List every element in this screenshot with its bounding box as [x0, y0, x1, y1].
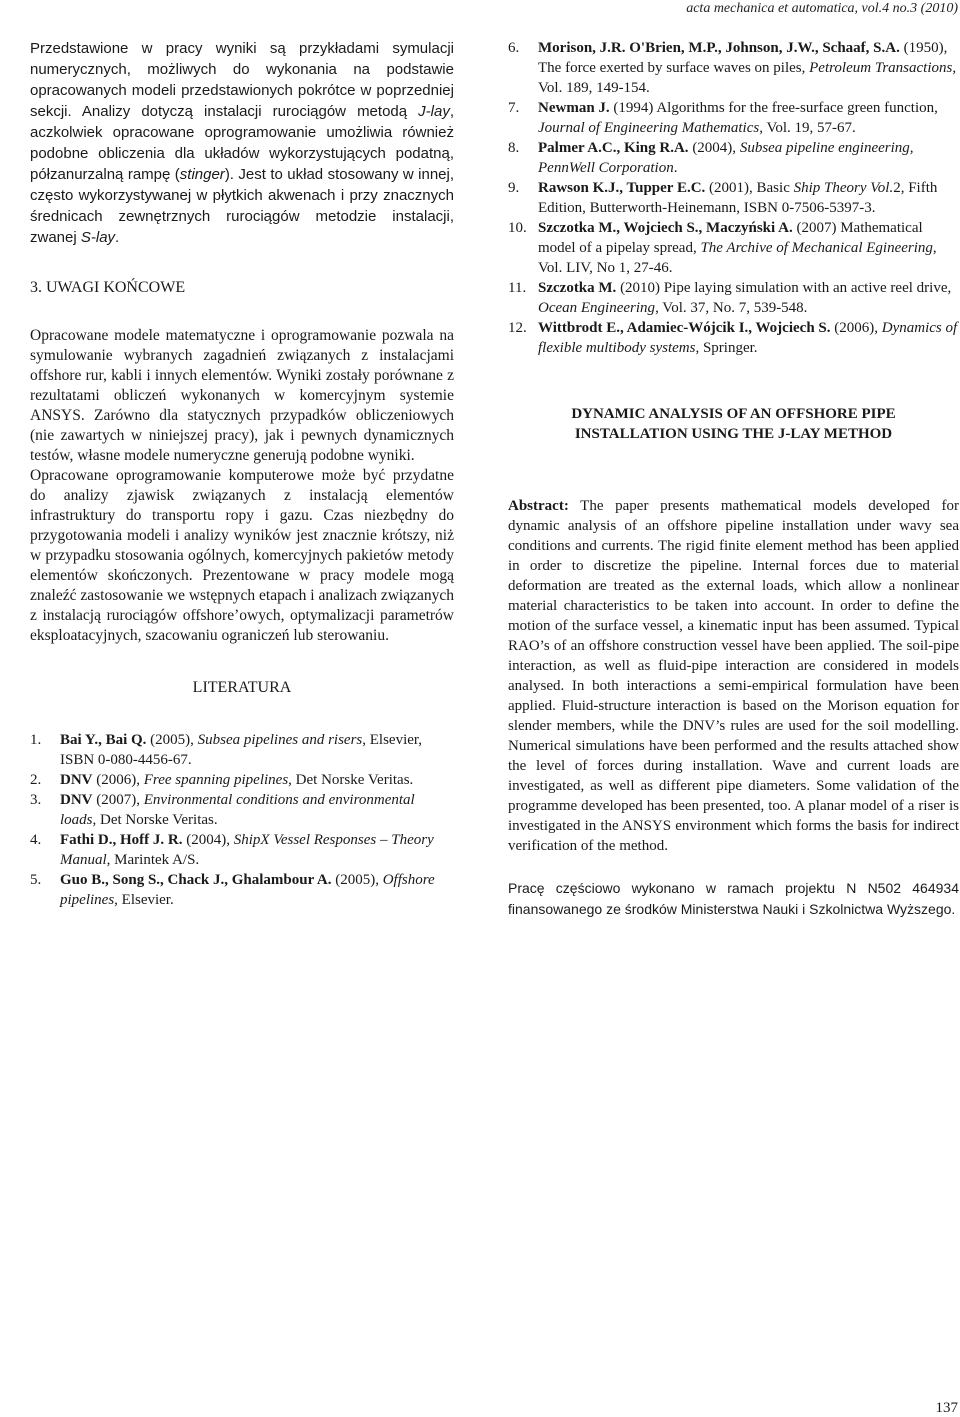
- reference-item: [508, 318, 959, 358]
- reference-title: Offshore pipelines: [60, 872, 435, 908]
- reference-number: 7.: [508, 100, 520, 116]
- reference-authors: Szczotka M., Wojciech S., Maczyński A.: [538, 220, 793, 236]
- reference-title: The Archive of Mechanical Egineering: [700, 240, 933, 256]
- reference-number: 1.: [30, 732, 42, 748]
- reference-list-left: [30, 730, 454, 910]
- intro-text-d: .: [115, 229, 120, 246]
- reference-text: , Vol. 189, 149-154.: [538, 60, 957, 96]
- reference-title: ShipX Vessel Responses – Theory Manual: [60, 832, 434, 868]
- reference-item: [508, 98, 959, 138]
- reference-text: (2010) Pipe laying simulation with an active reel drive,: [616, 280, 952, 296]
- reference-text: (2007) Mathematical model of a pipelay spread,: [538, 220, 923, 256]
- reference-number: 2.: [30, 772, 42, 788]
- abstract: [508, 496, 959, 856]
- reference-authors: DNV: [60, 772, 93, 788]
- reference-text: .: [673, 160, 678, 176]
- journal-header: acta mechanica et automatica, vol.4 no.3 (2010): [686, 1, 958, 16]
- reference-text: (2005),: [146, 732, 198, 748]
- reference-title: Subsea pipeline engineering, PennWell Corporation: [538, 140, 914, 176]
- reference-authors: Morison, J.R. O'Brien, M.P., Johnson, J.W., Schaaf, S.A.: [538, 40, 900, 56]
- reference-item: [30, 790, 454, 830]
- reference-item: [508, 178, 959, 218]
- intro-text-b: , aczkolwiek opracowane oprogramowanie umożliwia również podobne obliczenia dla układów wykorzystujących podatną, półzanurzalną rampę (: [30, 103, 454, 183]
- reference-text: , Det Norske Veritas.: [92, 812, 218, 828]
- reference-item: [30, 770, 454, 790]
- reference-item: [30, 870, 454, 910]
- reference-number: 10.: [508, 220, 527, 236]
- reference-authors: DNV: [60, 792, 93, 808]
- reference-authors: Guo B., Song S., Chack J., Ghalambour A.: [60, 872, 332, 888]
- reference-list-right: [508, 38, 959, 358]
- reference-text: (2006),: [830, 320, 882, 336]
- reference-authors: Bai Y., Bai Q.: [60, 732, 147, 748]
- intro-stinger: stinger: [179, 166, 225, 183]
- intro-paragraph-block: [30, 38, 454, 248]
- left-column: [30, 38, 454, 910]
- reference-number: 9.: [508, 180, 520, 196]
- reference-text: , Vol. 37, No. 7, 539-548.: [655, 300, 808, 316]
- reference-text: , Vol. LIV, No 1, 27-46.: [538, 240, 937, 276]
- reference-item: [30, 830, 454, 870]
- reference-title: Environmental conditions and environmental loads: [60, 792, 415, 828]
- reference-title: Free spanning pipelines: [143, 772, 289, 788]
- reference-item: [508, 218, 959, 278]
- reference-number: 4.: [30, 832, 42, 848]
- reference-text: 2, Fifth Edition, Butterworth-Heinemann, ISBN 0-7506-5397-3.: [538, 180, 938, 216]
- reference-title: Ocean Engineering: [538, 300, 656, 316]
- reference-authors: Fathi D., Hoff J. R.: [60, 832, 183, 848]
- reference-number: 6.: [508, 40, 520, 56]
- reference-title: Journal of Engineering Mathematics: [538, 120, 760, 136]
- reference-item: [508, 138, 959, 178]
- reference-text: (2005),: [331, 872, 383, 888]
- english-title-line-2: INSTALLATION USING THE J-LAY METHOD: [574, 426, 893, 442]
- reference-title: Ship Theory Vol.: [793, 180, 894, 196]
- reference-number: 5.: [30, 872, 42, 888]
- reference-authors: Szczotka M.: [538, 280, 617, 296]
- reference-number: 12.: [508, 320, 527, 336]
- reference-authors: Wittbrodt E., Adamiec-Wójcik I., Wojciech S.: [538, 320, 831, 336]
- reference-authors: Palmer A.C., King R.A.: [538, 140, 689, 156]
- abstract-text: The paper presents mathematical models developed for dynamic analysis of an offshore pipeline installation under wavy sea conditions and currents. The rigid finite element method has been applied in order to discretize the pipeline. Internal forces due to material deformation are treated as the external loads, which allow a nonlinear material characteristics to be taken into account. In order to define the motion of the surface vessel, a kinematic input has been assumed. Typical RAO’s of an offshore construction vessel have been applied. The soil-pipe interaction, as well as fluid-pipe interaction are considered in models analysed. In both interactions a semi-empirical formulation have been applied. Fluid-structure interaction is based on the Morison equation for slender members, while the DNV’s rules are used for the soil modelling. Numerical simulations have been performed and the results attached show the level of forces during installation. Wave and current loads are investigated, as well as different pipe diameters. Some validation of the programme developed has been presented, too. A planar model of a riser is investigated in the ANSYS environment which forms the basis for indirect verification of the method.: [508, 498, 959, 854]
- intro-text-a: Przedstawione w pracy wyniki są przykładami symulacji numerycznych, możliwych do wykonania na podstawie opracowanych modeli przedstawionych pokrótce w poprzedniej sekcji. Analizy dotyczą instalacji rurociągów metodą: [30, 40, 454, 120]
- reference-text: , Det Norske Veritas.: [288, 772, 414, 788]
- reference-text: (2001), Basic: [705, 180, 794, 196]
- reference-text: , Springer.: [695, 340, 758, 356]
- english-title: [508, 404, 959, 444]
- conclusion-paragraph-2: Opracowane oprogramowanie komputerowe może być przydatne do analizy zjawisk związanych z instalacją elementów infrastruktury do transportu ropy i gazu. Czas niezbędny do przygotowania modeli i analizy wyników jest znacznie krótszy, niż w przypadku stosowania ogólnych, komercyjnych pakietów metody elementów skończonych. Prezentowane w pracy modele mogą znaleźć zastosowanie we wstępnych etapach i analizach związanych z instalacją rurociągów offshore’owych, optymalizacji parametrów eksploatacyjnych, szacowaniu ograniczeń lub sterowaniu.: [30, 467, 454, 644]
- reference-text: (2006),: [92, 772, 144, 788]
- intro-text-c: ). Jest to układ stosowany w innej, często wykorzystywanej w płytkich akwenach i przy znacznych średnicach zewnętrznych rurociągów metodzie instalacji, zwanej: [30, 166, 455, 246]
- reference-item: [508, 278, 959, 318]
- literature-heading: LITERATURA: [192, 679, 292, 696]
- english-title-line-1: DYNAMIC ANALYSIS OF AN OFFSHORE PIPE: [571, 406, 896, 422]
- reference-number: 8.: [508, 140, 520, 156]
- reference-authors: Newman J.: [538, 100, 610, 116]
- reference-number: 3.: [30, 792, 42, 808]
- conclusion-paragraph-1: Opracowane modele matematyczne i oprogramowanie pozwala na symulowanie wybranych zagadnień związanych z instalacjami offshore rur, kabli i innych elementów. Wyniki zostały porównane z rezultatami obliczeń wykonanych w komercyjnym systemie ANSYS. Zarówno dla statycznych przypadków obliczeniowych (nie zawartych w niniejszej pracy), jak i pewnych dynamicznych testów, własne modele numeryczne generują podobne wyniki.: [30, 327, 454, 464]
- reference-text: , Elsevier, ISBN 0-080-4456-67.: [60, 732, 423, 768]
- reference-item: [30, 730, 454, 770]
- reference-text: (2004),: [182, 832, 234, 848]
- page-number: 137: [935, 1400, 958, 1416]
- reference-text: (1994) Algorithms for the free-surface green function,: [609, 100, 938, 116]
- right-column: [508, 38, 959, 920]
- reference-title: Subsea pipelines and risers: [197, 732, 363, 748]
- reference-title: Petroleum Transactions: [809, 60, 953, 76]
- section-heading: 3. UWAGI KOŃCOWE: [30, 279, 186, 296]
- reference-text: , Marintek A/S.: [106, 852, 200, 868]
- intro-slay: S-lay: [80, 229, 116, 246]
- reference-title: Dynamics of flexible multibody systems: [538, 320, 958, 356]
- abstract-label: Abstract:: [508, 498, 569, 514]
- reference-text: , Vol. 19, 57-67.: [759, 120, 856, 136]
- reference-number: 11.: [508, 280, 527, 296]
- reference-text: (2004),: [688, 140, 740, 156]
- intro-paragraph: [30, 38, 454, 248]
- reference-item: [508, 38, 959, 98]
- acknowledgement: Pracę częściowo wykonano w ramach projektu N N502 464934 finansowanego ze środków Ministerstwa Nauki i Szkolnictwa Wyższego.: [508, 880, 959, 917]
- reference-text: (1950), The force exerted by surface waves on piles,: [538, 40, 948, 76]
- intro-jlay: J-lay: [418, 103, 450, 120]
- reference-text: , Elsevier.: [114, 892, 174, 908]
- reference-authors: Rawson K.J., Tupper E.C.: [538, 180, 706, 196]
- reference-text: (2007),: [92, 792, 144, 808]
